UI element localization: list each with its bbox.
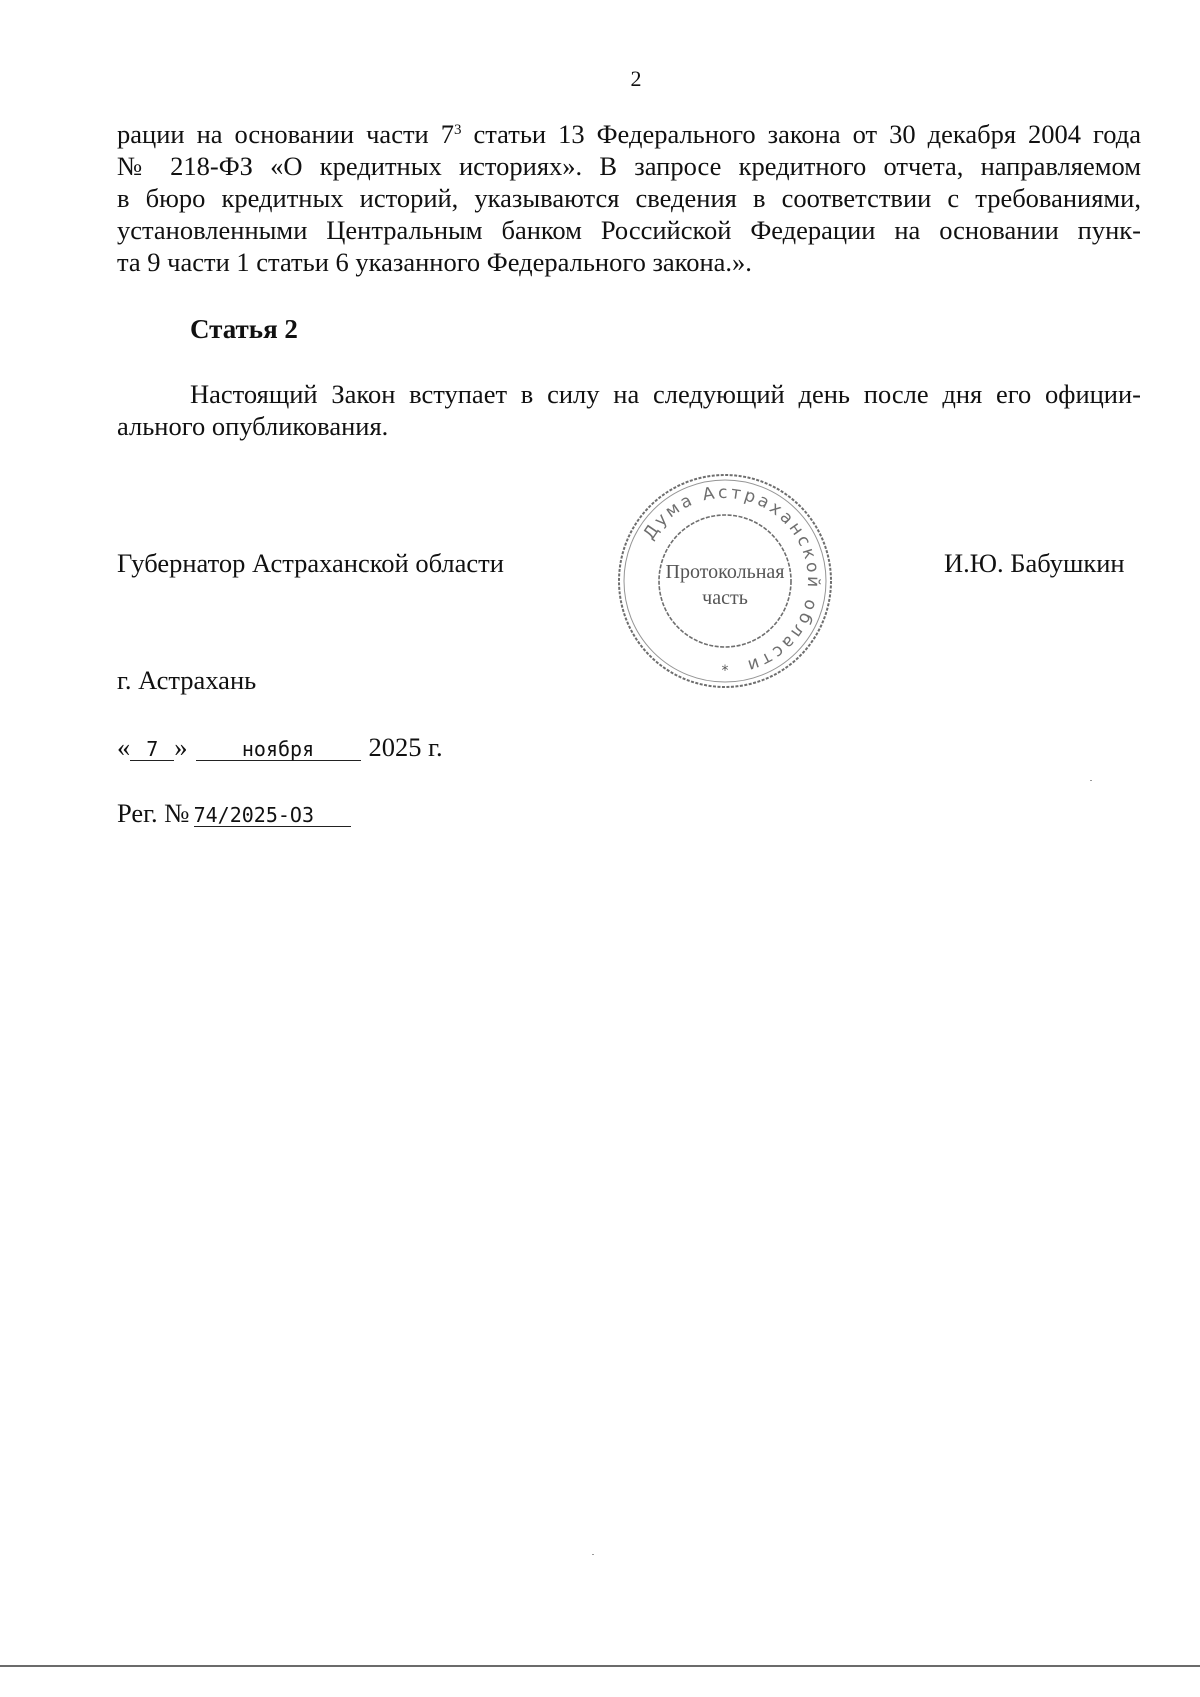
date-day: 7 bbox=[130, 738, 174, 761]
stamp-star: * bbox=[721, 663, 729, 679]
scan-speck bbox=[592, 1554, 594, 1555]
registration-label: Рег. № bbox=[117, 798, 190, 828]
registration-number: 74/2025-ОЗ bbox=[194, 804, 351, 827]
signatory-title: Губернатор Астраханской области bbox=[117, 548, 504, 578]
paragraph-line: № 218-ФЗ «О кредитных историях». В запросе кредитного отчета, направляемом bbox=[117, 151, 1141, 181]
date-year: 2025 г. bbox=[368, 732, 443, 762]
article-heading: Статья 2 bbox=[190, 314, 298, 344]
stamp-center-line2: часть bbox=[702, 587, 748, 609]
paragraph-line: та 9 части 1 статьи 6 указанного Федерального закона.». bbox=[117, 247, 752, 277]
stamp-center-line1: Протокольная bbox=[665, 561, 785, 583]
bottom-border-line bbox=[0, 1665, 1200, 1667]
article-text-line: ального опубликования. bbox=[117, 411, 389, 441]
stamp-ring-text: Дума Астраханской области bbox=[639, 482, 824, 677]
date-line: « 7 » ноября 2025 г. bbox=[117, 732, 443, 762]
article-text bbox=[117, 378, 1141, 442]
scan-speck bbox=[1090, 780, 1092, 781]
city: г. Астрахань bbox=[117, 665, 257, 695]
official-stamp bbox=[612, 470, 838, 692]
paragraph-line: в бюро кредитных историй, указываются сведения в соответствии с требованиями, bbox=[117, 183, 1141, 213]
paragraph-continuation bbox=[117, 118, 1141, 278]
date-month: ноября bbox=[196, 738, 361, 761]
page-number: 2 bbox=[630, 66, 642, 91]
article-text-line: Настоящий Закон вступает в силу на следующий день после дня его официи- bbox=[190, 379, 1141, 409]
registration-line bbox=[117, 798, 351, 829]
paragraph-line: установленными Центральным банком Российской Федерации на основании пунк- bbox=[117, 215, 1141, 245]
superscript: 3 bbox=[453, 122, 462, 138]
paragraph-line: рации на основании части $7^3$ статьи 13 Федерального закона от 30 декабря 2004 года bbox=[117, 119, 1141, 149]
signatory-name: И.Ю. Бабушкин bbox=[944, 548, 1125, 578]
